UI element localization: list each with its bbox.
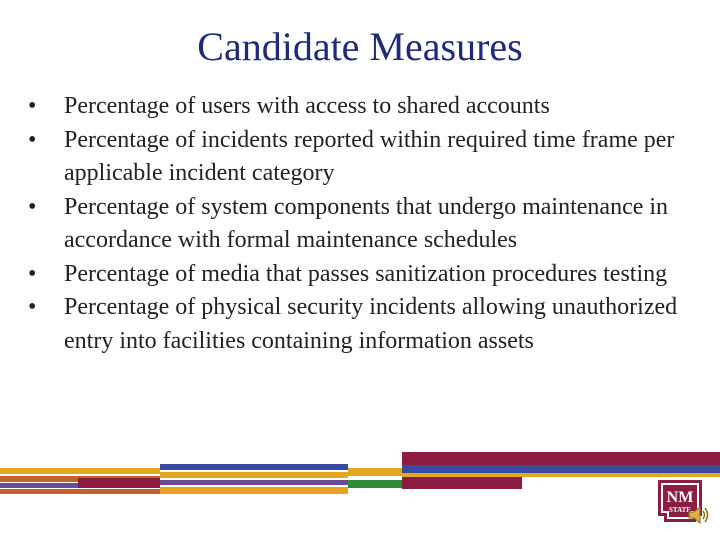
stripe-navy-mid	[160, 464, 348, 470]
bullet-dot: •	[28, 260, 37, 287]
bullet-dot: •	[28, 193, 37, 220]
stripe-crimson-right	[402, 452, 720, 465]
stripe-navy-right	[402, 465, 720, 473]
stripe-orange-left-2	[0, 489, 160, 494]
logo-text-nm: NM	[666, 489, 694, 506]
stripe-green-right-small	[348, 480, 402, 488]
bullet-list	[28, 90, 688, 358]
stripe-crimson-left	[78, 478, 160, 488]
stripe-gold-mid-2	[160, 487, 348, 494]
stripe-crimson-right-2	[402, 477, 522, 489]
logo-text-state: STATE	[669, 506, 691, 514]
bullet-text: Percentage of users with access to shared accounts	[64, 93, 550, 119]
stripe-gold-left	[0, 468, 160, 474]
stripe-purple-mid	[160, 480, 348, 485]
bullet-item	[28, 90, 688, 124]
stripe-gold-mid	[160, 472, 348, 478]
bullet-dot: •	[28, 93, 37, 119]
slide-title: Candidate Measures	[197, 24, 523, 69]
bullet-text: Percentage of incidents reported within required time frame per applicable incident category	[64, 126, 675, 186]
bullet-dot: •	[28, 294, 37, 320]
bullet-dot: •	[28, 126, 37, 153]
bullet-text: Percentage of media that passes sanitization procedures testing	[64, 260, 668, 287]
speaker-icon[interactable]	[686, 502, 712, 528]
bullet-item	[28, 191, 688, 258]
bullet-item	[28, 291, 688, 358]
bullet-item	[28, 124, 688, 191]
stripe-purple-left	[0, 483, 78, 488]
stripe-gold-right-small	[348, 468, 402, 476]
bullet-text: Percentage of system components that undergo maintenance in accordance with formal maintenance schedules	[64, 193, 669, 253]
bullet-item	[28, 258, 688, 292]
bullet-text: Percentage of physical security incidents allowing unauthorized entry into facilities containing information assets	[64, 294, 678, 354]
